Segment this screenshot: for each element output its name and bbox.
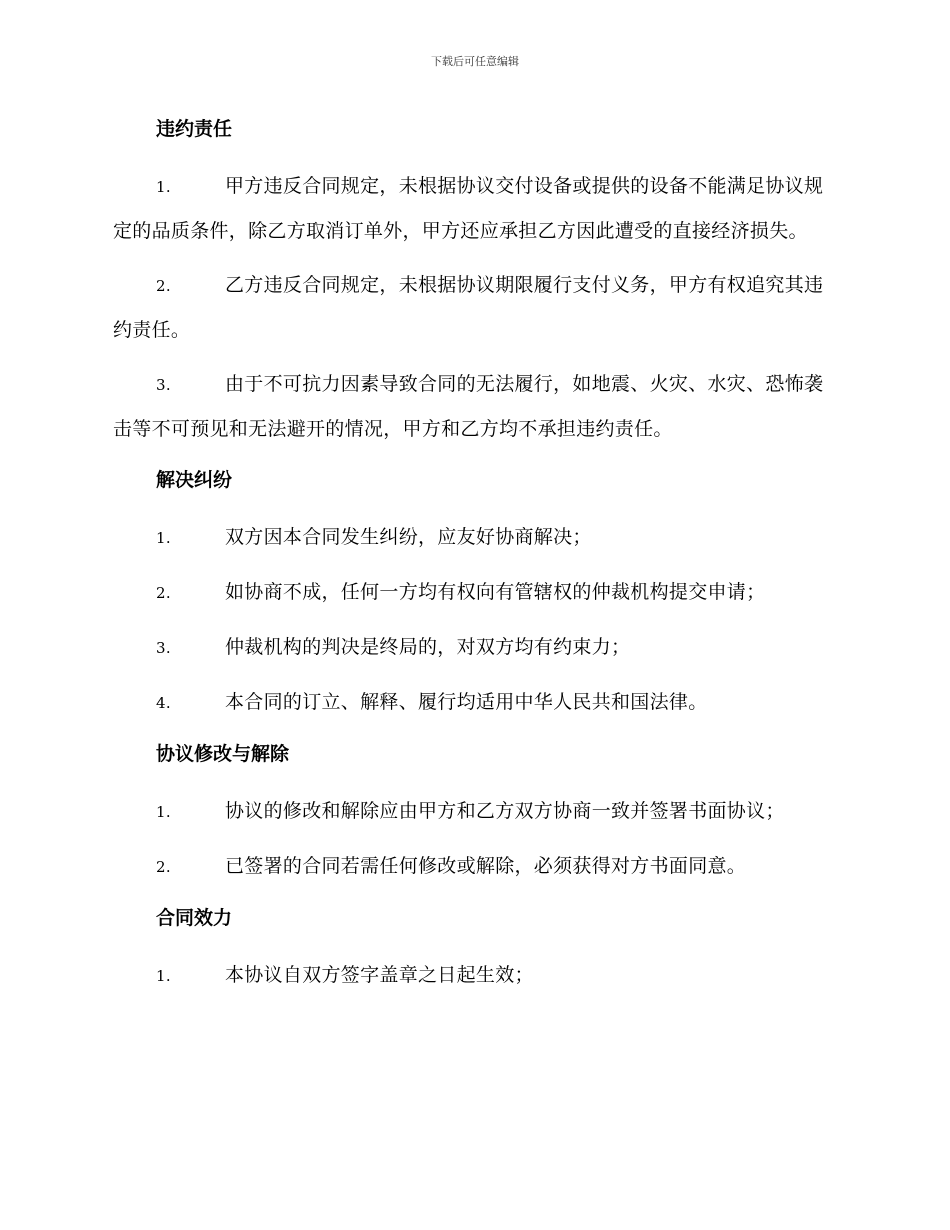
section-heading: 解决纠纷 xyxy=(156,469,233,491)
list-item xyxy=(113,263,840,352)
section-dispute-resolution xyxy=(113,461,840,725)
item-number: 4. xyxy=(156,694,171,712)
section-breach-liability xyxy=(113,110,840,451)
item-text: 本合同的订立、解释、履行均适用中华人民共和国法律。 xyxy=(225,691,708,713)
item-number: 2. xyxy=(156,277,171,295)
section-heading: 违约责任 xyxy=(156,118,233,140)
item-number: 1. xyxy=(156,178,171,196)
section-heading: 合同效力 xyxy=(156,907,233,929)
item-number: 3. xyxy=(156,639,171,657)
item-number: 1. xyxy=(156,967,171,985)
item-text: 甲方违反合同规定，未根据协议交付设备或提供的设备不能满足协议规定的品质条件，除乙方取消订单外，甲方还应承担乙方因此遭受的直接经济损失。 xyxy=(113,175,824,242)
item-text: 已签署的合同若需任何修改或解除，必须获得对方书面同意。 xyxy=(225,855,747,877)
document-body xyxy=(113,110,840,1008)
section-contract-validity xyxy=(113,899,840,998)
item-number: 3. xyxy=(156,376,171,394)
list-item xyxy=(113,789,840,834)
list-item xyxy=(113,515,840,560)
item-text: 由于不可抗力因素导致合同的无法履行，如地震、火灾、水灾、恐怖袭击等不可预见和无法避开的情况，甲方和乙方均不承担违约责任。 xyxy=(113,373,824,440)
item-text: 协议的修改和解除应由甲方和乙方双方协商一致并签署书面协议； xyxy=(225,800,785,822)
list-item xyxy=(113,680,840,725)
list-item xyxy=(113,625,840,670)
list-item xyxy=(113,953,840,998)
item-number: 2. xyxy=(156,584,171,602)
list-item xyxy=(113,844,840,889)
section-amendment-termination xyxy=(113,735,840,889)
item-text: 乙方违反合同规定，未根据协议期限履行支付义务，甲方有权追究其违约责任。 xyxy=(113,274,824,341)
list-item xyxy=(113,570,840,615)
page-header: 下载后可任意编辑 xyxy=(431,55,519,68)
item-text: 本协议自双方签字盖章之日起生效； xyxy=(225,964,534,986)
item-number: 2. xyxy=(156,858,171,876)
item-text: 双方因本合同发生纠纷，应友好协商解决； xyxy=(225,526,592,548)
item-text: 仲裁机构的判决是终局的，对双方均有约束力； xyxy=(225,636,631,658)
section-heading: 协议修改与解除 xyxy=(156,743,290,765)
item-number: 1. xyxy=(156,803,171,821)
item-text: 如协商不成，任何一方均有权向有管辖权的仲裁机构提交申请； xyxy=(225,581,766,603)
list-item xyxy=(113,362,840,451)
item-number: 1. xyxy=(156,529,171,547)
list-item xyxy=(113,164,840,253)
